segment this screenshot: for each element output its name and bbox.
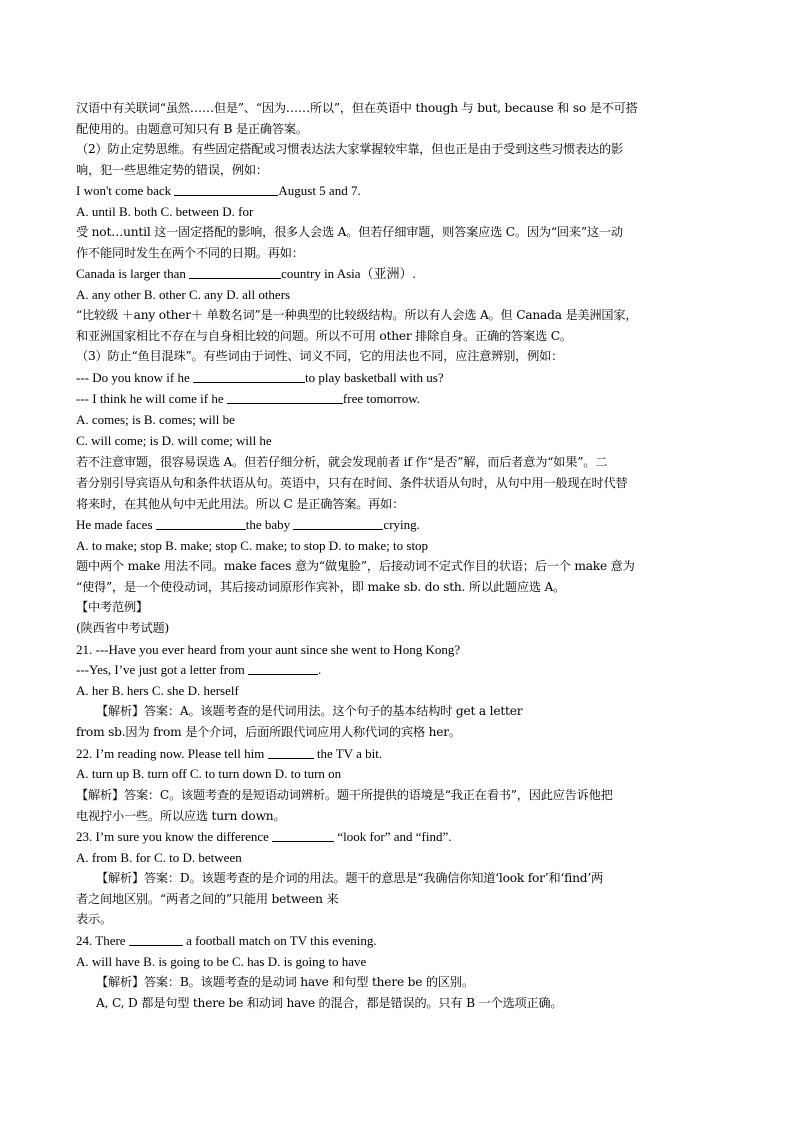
text-line: 响，犯一些思维定势的错误，例如： <box>76 163 268 177</box>
question-text: to play basketball with us? <box>304 370 444 385</box>
analysis-line: 者之间地区别。“两者之间的”只能用 between 来 <box>76 892 339 906</box>
analysis-line: from sb.因为 from 是个介词，后面所跟代词应用人称代词的宾格 her。 <box>76 725 461 739</box>
question-if2 <box>76 389 726 409</box>
question-text: free tomorrow. <box>342 391 421 406</box>
options-line: A. from B. for C. to D. between <box>76 850 242 865</box>
answer-blank <box>227 390 343 404</box>
answer-blank <box>189 265 281 279</box>
question-text: a football match on TV this evening. <box>182 933 377 948</box>
answer-blank <box>156 516 246 530</box>
question-text: ---Yes, I’ve just got a letter from <box>76 662 248 677</box>
options-line: A. to make; stop B. make; stop C. make; to stop D. to make; to stop <box>76 538 429 553</box>
text-line: 若不注意审题，很容易误选 A。但若仔细分析，就会发现前者 if 作“是否”解，而后者意为“如果”。二 <box>76 455 608 469</box>
answer-blank <box>293 516 383 530</box>
text-line: 将来时，在其他从句中无此用法。所以 C 是正确答案。再如： <box>76 497 405 511</box>
question-text: He made faces <box>76 517 156 532</box>
analysis-line: 【解析】答案：B。该题考查的是动词 have 和句型 there be 的区别。 <box>96 975 474 989</box>
answer-blank <box>272 828 334 842</box>
options-line: A. turn up B. turn off C. to turn down D. to turn on <box>76 766 342 781</box>
options-line: A. her B. hers C. she D. herself <box>76 683 239 698</box>
text-line: （3）防止“鱼目混珠”。有些词由于词性、词义不同，它的用法也不同，应注意辨别，例如： <box>76 349 564 363</box>
question-until <box>76 181 726 201</box>
question-text: country in Asia（亚洲）. <box>281 266 416 281</box>
options-line: A. comes; is B. comes; will be <box>76 412 235 427</box>
question-text: August 5 and 7. <box>278 183 361 198</box>
source-note: (陕西省中考试题) <box>76 621 170 635</box>
question-23 <box>76 827 726 847</box>
section-heading: 【中考范例】 <box>76 600 148 614</box>
question-text: 22. I’m reading now. Please tell him <box>76 746 268 761</box>
text-line: 者分别引导宾语从句和条件状语从句。英语中，只有在时间、条件状语从句时，从句中用一般现在时代替 <box>76 476 628 490</box>
answer-blank <box>174 182 278 196</box>
question-21: 21. ---Have you ever heard from your aunt since she went to Hong Kong? <box>76 642 461 657</box>
text-line: 题中两个 make 用法不同。make faces 意为“做鬼脸”，后接动词不定式作目的状语；后一个 make 意为 <box>76 559 635 573</box>
analysis-line: 【解析】答案：D。该题考查的是介词的用法。题干的意思是“我确信你知道‘look for’和‘find’两 <box>96 871 604 885</box>
question-text: “look for” and “find”. <box>334 829 452 844</box>
options-line: C. will come; is D. will come; will he <box>76 433 272 448</box>
text-line: 受 not…until 这一固定搭配的影响，很多人会选 A。但若仔细审题，则答案应选 C。因为“回来”这一动 <box>76 225 623 239</box>
question-text: 23. I’m sure you know the difference <box>76 829 273 844</box>
analysis-line: 【解析】答案：A。该题考查的是代词用法。这个句子的基本结构时 get a letter <box>96 704 523 718</box>
question-if1 <box>76 368 726 388</box>
options-line: A. until B. both C. between D. for <box>76 204 254 219</box>
analysis-line: 表示。 <box>76 912 112 926</box>
text-line: 配使用的。由题意可知只有 B 是正确答案。 <box>76 122 308 136</box>
analysis-line: A, C, D 都是句型 there be 和动词 have 的混合，都是错误的。只有 B 一个选项正确。 <box>96 996 563 1010</box>
analysis-line: 电视拧小一些。所以应选 turn down。 <box>76 809 286 823</box>
text-line: “比较级 ＋any other＋ 单数名词”是一种典型的比较级结构。所以有人会选 A。但 Canada 是美洲国家， <box>76 308 638 322</box>
question-text: 24. There <box>76 933 129 948</box>
text-line: 作不能同时发生在两个不同的日期。再如： <box>76 246 304 260</box>
question-24 <box>76 931 726 951</box>
answer-blank <box>129 932 183 946</box>
text-line: （2）防止定势思维。有些固定搭配或习惯表达法大家掌握较牢靠，但也正是由于受到这些习惯表达的影 <box>76 142 623 156</box>
text-line: 汉语中有关联词“虽然……但是”、“因为……所以”，但在英语中 though 与 but, because 和 so 是不可搭 <box>76 101 638 115</box>
question-text: . <box>317 662 322 677</box>
question-text: --- Do you know if he <box>76 370 193 385</box>
options-line: A. will have B. is going to be C. has D. is going to have <box>76 954 367 969</box>
question-text: I won't come back <box>76 183 175 198</box>
question-text: the baby <box>245 517 294 532</box>
answer-blank <box>193 369 305 383</box>
options-line: A. any other B. other C. any D. all others <box>76 287 291 302</box>
question-22 <box>76 744 726 764</box>
question-text: --- I think he will come if he <box>76 391 227 406</box>
text-line: 和亚洲国家相比不存在与自身相比较的问题。所以不可用 other 排除自身。正确的答案选 C。 <box>76 329 572 343</box>
question-text: crying. <box>383 517 420 532</box>
question-canada <box>76 264 726 284</box>
question-faces <box>76 515 726 535</box>
question-text: the TV a bit. <box>313 746 383 761</box>
question-text: Canada is larger than <box>76 266 190 281</box>
answer-blank <box>248 661 318 675</box>
answer-blank <box>268 745 314 759</box>
question-21-reply <box>76 660 726 680</box>
text-line: “使得”，是一个使役动词，其后接动词原形作宾补，即 make sb. do sth. 所以此题应选 A。 <box>76 580 566 594</box>
analysis-line: 【解析】答案：C。该题考查的是短语动词辨析。题干所提供的语境是“我正在看书”，因此应告诉他把 <box>76 788 613 802</box>
